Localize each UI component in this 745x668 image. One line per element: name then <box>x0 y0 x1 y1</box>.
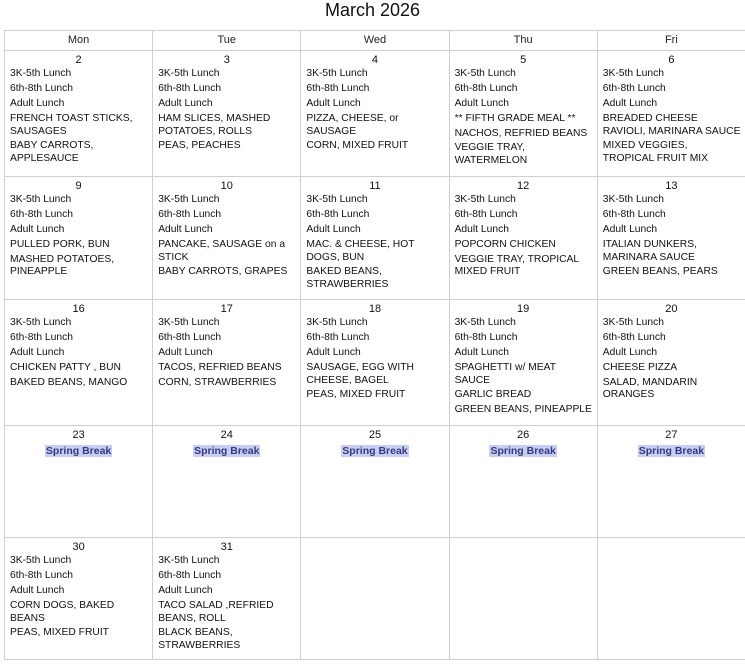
menu-item: FRENCH TOAST STICKS, SAUSAGES <box>10 113 133 137</box>
lunch-category: 6th-8th Lunch <box>602 209 666 220</box>
lunch-category: 3K-5th Lunch <box>602 68 665 79</box>
day-number: 31 <box>220 541 233 553</box>
menu-item: BABY CARROTS, APPLESAUCE <box>10 140 94 164</box>
lunch-category: 3K-5th Lunch <box>158 317 220 328</box>
day-cell[interactable] <box>597 51 745 177</box>
spring-break-label <box>153 443 300 458</box>
lunch-category: Adult Lunch <box>454 98 509 109</box>
lunch-category: Adult Lunch <box>158 347 213 358</box>
menu-item: PEAS, MIXED FRUIT <box>10 627 109 638</box>
menu-item: PANCAKE, SAUSAGE on a STICK <box>158 239 286 263</box>
day-number: 27 <box>665 429 678 441</box>
day-cell[interactable] <box>449 426 597 538</box>
menu-item: ITALIAN DUNKERS, MARINARA SAUCE <box>602 239 697 263</box>
day-number: 23 <box>72 429 85 441</box>
lunch-category: 3K-5th Lunch <box>306 68 368 79</box>
lunch-category: 6th-8th Lunch <box>158 570 222 581</box>
menu-item: PEAS, MIXED FRUIT <box>306 389 406 400</box>
day-number: 3 <box>223 54 230 66</box>
menu-item: MAC. & CHEESE, HOT DOGS, BUN <box>306 239 415 263</box>
menu-item: SALAD, MANDARIN ORANGES <box>602 376 698 400</box>
day-number: 26 <box>517 429 530 441</box>
menu-item: PEAS, PEACHES <box>158 140 241 151</box>
lunch-category: 6th-8th Lunch <box>158 83 222 94</box>
day-cell[interactable] <box>5 51 153 177</box>
menu-item: ** FIFTH GRADE MEAL ** <box>454 113 576 124</box>
day-number: 10 <box>220 180 233 192</box>
menu-item: MIXED VEGGIES, TROPICAL FRUIT MIX <box>602 140 709 164</box>
lunch-category: 3K-5th Lunch <box>158 68 220 79</box>
calendar-title: March 2026 <box>324 0 421 20</box>
day-cell[interactable] <box>301 51 449 177</box>
menu-item: GREEN BEANS, PEARS <box>602 266 718 277</box>
day-cell[interactable] <box>153 177 301 300</box>
spring-break-label <box>301 443 448 458</box>
lunch-category: 3K-5th Lunch <box>10 194 72 205</box>
day-number: 11 <box>369 180 381 192</box>
day-cell[interactable] <box>5 177 153 300</box>
menu-item: BAKED BEANS, STRAWBERRIES <box>306 266 389 290</box>
day-cell[interactable] <box>449 300 597 426</box>
lunch-category: 3K-5th Lunch <box>306 194 368 205</box>
menu-item: BLACK BEANS, STRAWBERRIES <box>158 627 241 651</box>
lunch-category: 6th-8th Lunch <box>306 209 370 220</box>
menu-item: BREADED CHEESE RAVIOLI, MARINARA SAUCE <box>602 113 741 137</box>
week-row <box>5 177 745 300</box>
lunch-category: 6th-8th Lunch <box>10 209 73 220</box>
weekday-header-tue: Tue <box>153 31 301 51</box>
menu-item: MASHED POTATOES, PINEAPPLE <box>10 253 115 277</box>
weekday-header-wed: Wed <box>301 31 449 51</box>
day-cell[interactable] <box>597 300 745 426</box>
menu-item: NACHOS, REFRIED BEANS <box>454 127 588 139</box>
lunch-category: 3K-5th Lunch <box>10 555 72 566</box>
lunch-category: Adult Lunch <box>602 347 658 358</box>
day-cell[interactable] <box>449 177 597 300</box>
day-number: 13 <box>665 180 678 192</box>
lunch-category: 3K-5th Lunch <box>10 317 72 328</box>
day-number: 9 <box>75 180 82 192</box>
lunch-category: 3K-5th Lunch <box>454 317 516 328</box>
menu-item: VEGGIE TRAY, TROPICAL MIXED FRUIT <box>454 253 579 277</box>
day-number: 30 <box>72 541 85 553</box>
menu-item: GARLIC BREAD <box>454 389 532 400</box>
lunch-category: 6th-8th Lunch <box>454 83 518 94</box>
menu-item: POPCORN CHICKEN <box>454 239 556 250</box>
lunch-category: 3K-5th Lunch <box>454 194 516 205</box>
day-cell[interactable] <box>301 426 449 538</box>
menu-item: TACOS, REFRIED BEANS <box>158 362 282 373</box>
weekday-header-row <box>5 31 745 51</box>
lunch-category: 3K-5th Lunch <box>158 194 220 205</box>
day-cell[interactable] <box>449 538 597 660</box>
day-cell[interactable] <box>301 538 449 660</box>
day-number: 16 <box>72 303 85 315</box>
spring-break-text: Spring Break <box>638 445 705 457</box>
day-cell[interactable] <box>597 538 745 660</box>
lunch-category: Adult Lunch <box>158 585 213 596</box>
lunch-category: Adult Lunch <box>602 98 658 109</box>
lunch-category: 6th-8th Lunch <box>602 83 666 94</box>
lunch-category: 3K-5th Lunch <box>454 68 516 79</box>
day-cell[interactable] <box>597 177 745 300</box>
day-number: 19 <box>517 303 530 315</box>
day-cell[interactable] <box>301 300 449 426</box>
week-row <box>5 300 745 426</box>
day-number: 18 <box>368 303 382 315</box>
menu-item: GREEN BEANS, PINEAPPLE <box>454 403 592 415</box>
lunch-category: Adult Lunch <box>454 224 509 235</box>
menu-item: SAUSAGE, EGG WITH CHEESE, BAGEL <box>306 362 414 386</box>
day-number: 24 <box>220 429 233 441</box>
day-number: 2 <box>75 54 82 66</box>
lunch-category: Adult Lunch <box>306 98 361 109</box>
spring-break-label <box>450 443 597 458</box>
week-row <box>5 538 745 660</box>
lunch-category: Adult Lunch <box>10 347 65 358</box>
lunch-category: 6th-8th Lunch <box>10 332 73 343</box>
lunch-category: 6th-8th Lunch <box>10 570 73 581</box>
day-cell[interactable] <box>153 426 301 538</box>
lunch-category: 6th-8th Lunch <box>454 332 518 343</box>
menu-item: CORN DOGS, BAKED BEANS <box>10 600 115 624</box>
lunch-category: Adult Lunch <box>10 224 65 235</box>
week-row <box>5 426 745 538</box>
menu-item: BABY CARROTS, GRAPES <box>158 266 288 277</box>
day-cell[interactable] <box>449 51 597 177</box>
lunch-category: Adult Lunch <box>10 98 65 109</box>
lunch-category: Adult Lunch <box>158 224 213 235</box>
lunch-category: 6th-8th Lunch <box>306 83 370 94</box>
day-number: 4 <box>371 54 379 66</box>
menu-item: CHEESE PIZZA <box>602 362 678 373</box>
menu-item: CORN, MIXED FRUIT <box>306 140 409 151</box>
day-number: 25 <box>368 429 382 441</box>
lunch-category: 6th-8th Lunch <box>602 332 666 343</box>
menu-item: PULLED PORK, BUN <box>10 239 110 250</box>
calendar-grid <box>4 30 745 660</box>
menu-item: PIZZA, CHEESE, or SAUSAGE <box>306 113 399 137</box>
menu-item: CHICKEN PATTY , BUN <box>10 362 121 373</box>
lunch-category: Adult Lunch <box>306 347 361 358</box>
spring-break-label <box>598 443 745 458</box>
lunch-category: Adult Lunch <box>306 224 361 235</box>
day-number: 12 <box>517 180 530 192</box>
day-number: 17 <box>220 303 233 315</box>
menu-item: SPAGHETTI w/ MEAT SAUCE <box>454 362 556 386</box>
lunch-category: 6th-8th Lunch <box>454 209 518 220</box>
spring-break-label <box>5 443 152 458</box>
menu-item: HAM SLICES, MASHED POTATOES, ROLLS <box>158 113 271 137</box>
day-number: 20 <box>665 303 678 315</box>
week-row <box>5 51 745 177</box>
day-cell[interactable] <box>597 426 745 538</box>
weekday-header-fri: Fri <box>597 31 745 51</box>
lunch-category: 6th-8th Lunch <box>10 83 73 94</box>
lunch-category: Adult Lunch <box>454 347 509 358</box>
lunch-category: 6th-8th Lunch <box>306 332 370 343</box>
lunch-category: 3K-5th Lunch <box>158 555 220 566</box>
lunch-category: 3K-5th Lunch <box>602 194 665 205</box>
day-cell[interactable] <box>153 300 301 426</box>
lunch-category: Adult Lunch <box>10 585 65 596</box>
weekday-header-thu: Thu <box>449 31 597 51</box>
day-cell[interactable] <box>5 426 153 538</box>
day-cell[interactable] <box>5 300 153 426</box>
day-cell[interactable] <box>5 538 153 660</box>
lunch-category: 6th-8th Lunch <box>158 332 222 343</box>
day-cell[interactable] <box>301 177 449 300</box>
day-cell[interactable] <box>153 51 301 177</box>
spring-break-text: Spring Break <box>45 445 112 457</box>
menu-item: CORN, STRAWBERRIES <box>158 376 277 388</box>
menu-item: TACO SALAD ,REFRIED BEANS, ROLL <box>158 600 274 624</box>
lunch-category: 3K-5th Lunch <box>306 317 368 328</box>
lunch-category: Adult Lunch <box>602 224 658 235</box>
menu-item: VEGGIE TRAY, WATERMELON <box>454 142 528 166</box>
lunch-category: 3K-5th Lunch <box>602 317 665 328</box>
spring-break-text: Spring Break <box>490 445 556 457</box>
weekday-header-mon: Mon <box>5 31 153 51</box>
day-number: 6 <box>668 54 675 66</box>
menu-item: BAKED BEANS, MANGO <box>10 376 128 388</box>
day-cell[interactable] <box>153 538 301 660</box>
lunch-category: Adult Lunch <box>158 98 213 109</box>
lunch-category: 6th-8th Lunch <box>158 209 222 220</box>
spring-break-text: Spring Break <box>342 445 408 457</box>
lunch-category: 3K-5th Lunch <box>10 68 72 79</box>
spring-break-text: Spring Break <box>194 445 260 457</box>
day-number: 5 <box>520 54 527 66</box>
